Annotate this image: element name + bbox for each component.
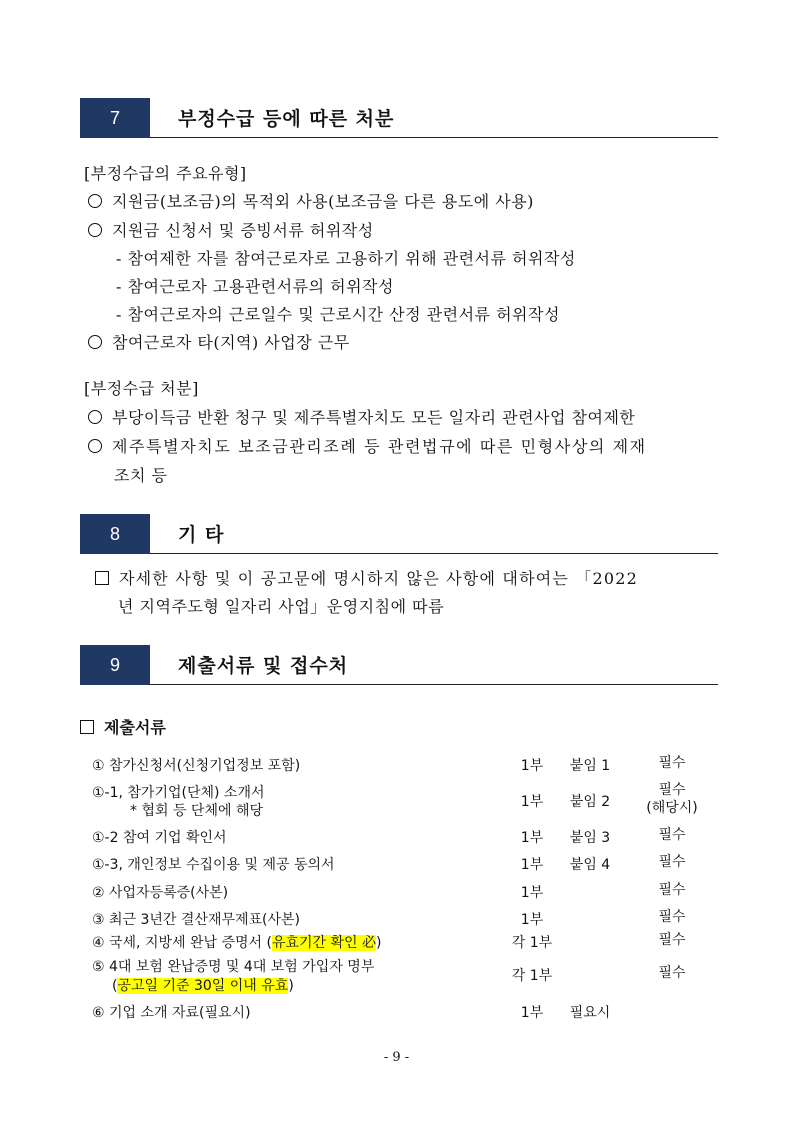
- list-item: 참여근로자 타(지역) 사업장 근무: [88, 330, 350, 353]
- doc-row: ①-3, 개인정보 수집이용 및 제공 동의서 1부 붙임 4 필수: [92, 854, 686, 873]
- doc-row: ③ 최근 3년간 결산재무제표(사본) 1부 필수: [92, 909, 686, 928]
- section-rule: [150, 137, 718, 138]
- doc-row: ⑥ 기업 소개 자료(필요시) 1부 필요시: [92, 1005, 611, 1021]
- section-number: 7: [80, 98, 150, 138]
- doc-row: ⑤ 4대 보험 완납증명 및 4대 보험 가입자 명부 (공고일 기준 30일 이내 유효) 각 1부 필수: [92, 959, 686, 994]
- list-item: 제주특별자치도 보조금관리조례 등 관련법규에 따른 민형사상의 제재: [88, 434, 647, 457]
- body-text-continuation: 년 지역주도형 일자리 사업」운영지침에 따름: [118, 597, 445, 616]
- doc-row: ① 참가신청서(신청기업정보 포함) 1부 붙임 1 필수: [92, 755, 686, 774]
- sub-list-item: - 참여근로자의 근로일수 및 근로시간 산정 관련서류 허위작성: [116, 305, 560, 324]
- list-item: 지원금(보조금)의 목적외 사용(보조금을 다른 용도에 사용): [88, 189, 534, 212]
- section-number: 8: [80, 514, 150, 554]
- sub-list-item: - 참여제한 자를 참여근로자로 고용하기 위해 관련서류 허위작성: [116, 249, 576, 268]
- body-text: 자세한 사항 및 이 공고문에 명시하지 않은 사항에 대하여는 「2022: [95, 566, 638, 589]
- section-title: 기 타: [178, 524, 225, 546]
- group-title: [부정수급의 주요유형]: [84, 164, 247, 183]
- list-item: 지원금 신청서 및 증빙서류 허위작성: [88, 218, 374, 241]
- highlighted-note: 유효기간 확인 必: [271, 935, 377, 951]
- section-title: 제출서류 및 접수처: [178, 655, 349, 677]
- section-title: 부정수급 등에 따른 처분: [178, 108, 395, 130]
- circle-bullet-icon: [88, 223, 102, 237]
- checkbox-square-icon: [80, 720, 94, 734]
- list-item: 부당이득금 반환 청구 및 제주특별자치도 모든 일자리 관련사업 참여제한: [88, 405, 635, 428]
- doc-row: ①-2 참여 기업 확인서 1부 붙임 3 필수: [92, 827, 686, 846]
- group-title: [부정수급 처분]: [84, 379, 199, 398]
- doc-row: ② 사업자등록증(사본) 1부 필수: [92, 882, 686, 901]
- section-rule: [150, 553, 718, 554]
- doc-row: ①-1, 참가기업(단체) 소개서 * 협회 등 단체에 해당 1부 붙임 2 필수 (해당시): [92, 782, 698, 819]
- section-9-header: [80, 645, 718, 685]
- doc-row: ④ 국세, 지방세 완납 증명서 (유효기간 확인 必) 각 1부 필수: [92, 932, 686, 951]
- circle-bullet-icon: [88, 410, 102, 424]
- page-number: - 9 -: [383, 1050, 410, 1065]
- list-item-continuation: 조치 등: [114, 466, 168, 485]
- circle-bullet-icon: [88, 194, 102, 208]
- checkbox-square-icon: [95, 571, 109, 585]
- circle-bullet-icon: [88, 439, 102, 453]
- section-rule: [150, 684, 718, 685]
- section-8-header: [80, 514, 718, 554]
- sub-list-item: - 참여근로자 고용관련서류의 허위작성: [116, 277, 394, 296]
- highlighted-note: 공고일 기준 30일 이내 유효: [117, 978, 289, 994]
- section-7-header: [80, 98, 718, 138]
- section-number: 9: [80, 645, 150, 685]
- circle-bullet-icon: [88, 335, 102, 349]
- subsection-heading: 제출서류: [80, 715, 166, 738]
